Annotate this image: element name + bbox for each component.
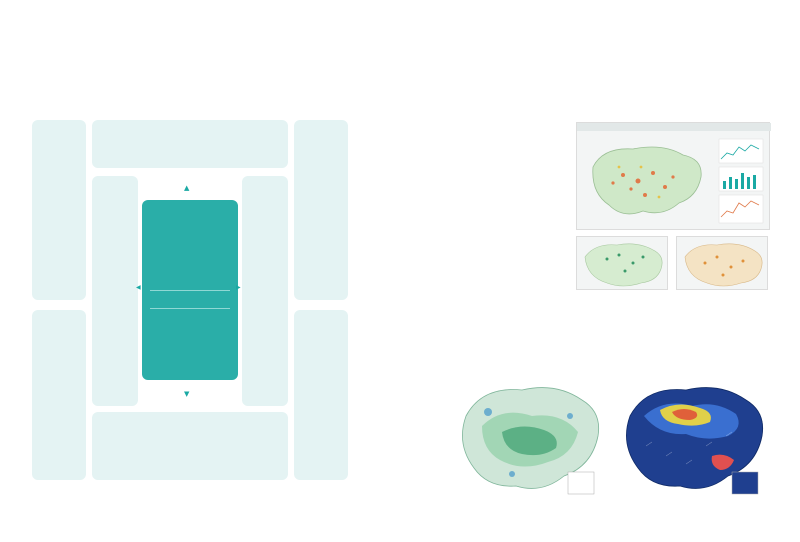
core-top-grid <box>142 212 238 278</box>
footer-left <box>30 515 38 520</box>
dashboard-map-icon <box>583 137 711 225</box>
inner-left-column <box>92 176 138 406</box>
footer-right <box>700 515 708 520</box>
bottom-panel <box>92 412 288 480</box>
right-arrow-icon: ▶ <box>236 284 241 291</box>
ecosystem-diagram <box>32 120 348 500</box>
solar-map <box>676 236 768 290</box>
core-divider-2 <box>150 308 230 309</box>
inner-right-column <box>242 176 288 406</box>
china-forecast-map-icon <box>616 376 772 502</box>
wind-map-icon <box>577 237 669 291</box>
left-arrow-icon: ◀ <box>136 284 141 291</box>
bottom-items <box>100 434 284 474</box>
core-divider <box>150 290 230 291</box>
wind-map <box>576 236 668 290</box>
up-arrow-icon: ▲ <box>184 184 190 192</box>
dashboard-side-charts <box>717 137 765 225</box>
dashboard-header <box>577 123 771 131</box>
top-panel <box>92 120 288 168</box>
down-arrow-icon: ▼ <box>184 390 190 398</box>
wind-power-density-map <box>452 376 608 502</box>
core-bottom-grid <box>142 322 238 372</box>
mini-chart-icon <box>717 137 765 225</box>
stats-panel <box>456 116 566 300</box>
dashboard-screenshot <box>576 122 770 230</box>
wind-forecast-map <box>616 376 772 502</box>
top-items <box>98 128 282 148</box>
china-density-map-icon <box>452 376 608 502</box>
left-top-panel <box>32 120 86 300</box>
right-top-panel <box>294 120 348 300</box>
core-platform <box>142 200 238 380</box>
solar-map-icon <box>677 237 769 291</box>
right-bottom-panel <box>294 310 348 480</box>
left-bottom-panel <box>32 310 86 480</box>
